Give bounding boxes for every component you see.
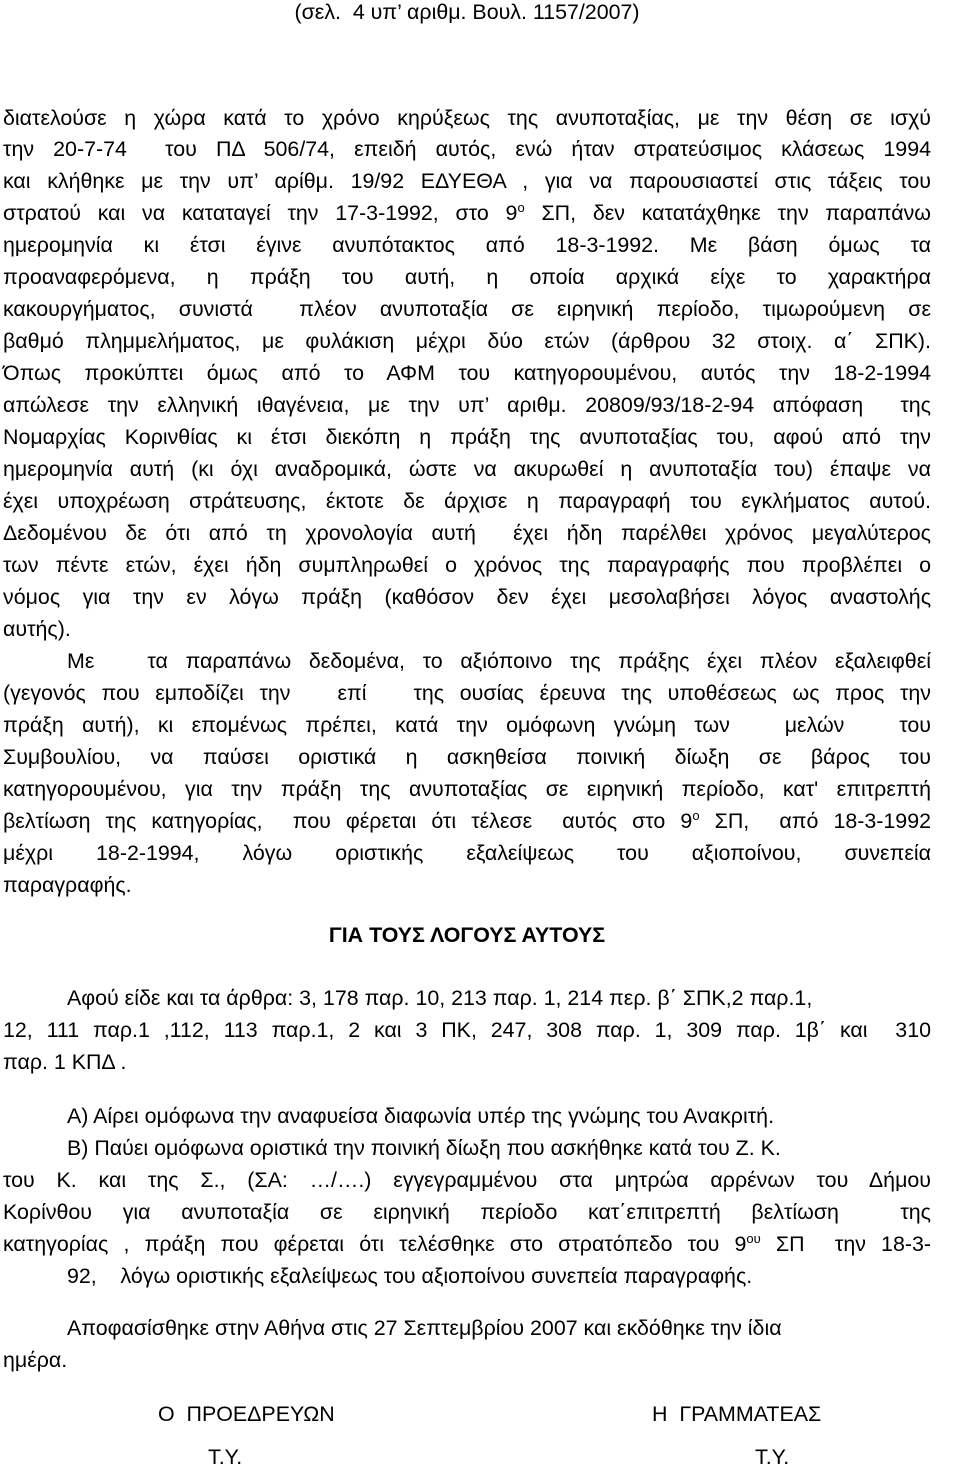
text-line: του Κ. και της Σ., (ΣΑ: …/….) εγγεγραμμένου στα μητρώα αρρένων του Δήμου [3,1168,931,1192]
text-line: Νομαρχίας Κορινθίας κι έτσι διεκόπη η πράξη της ανυποταξίας του, αφού από την [3,425,931,449]
text-segment: ΣΠ, από 18-3-1992 [699,809,931,833]
text-line: των πέντε ετών, έχει ήδη συμπληρωθεί ο χρόνος της παραγραφής που προβλέπει ο [3,553,931,577]
ordinal-superscript: ο [692,807,700,823]
text-line: Όπως προκύπτει όμως από το ΑΦΜ του κατηγορουμένου, αυτός την 18-2-1994 [3,361,931,385]
text-line: Δεδομένου δε ότι από τη χρονολογία αυτή έχει ήδη παρέλθει χρόνος μεγαλύτερος [3,521,931,545]
text-line: Α) Αίρει ομόφωνα την αναφυείσα διαφωνία υπέρ της γνώμης του Ανακριτή. [67,1104,775,1128]
text-line: προαναφερόμενα, η πράξη του αυτή, η οποία αρχικά είχε το χαρακτήρα [3,265,931,289]
ordinal-superscript: ο [517,199,525,215]
signature-title-left: Ο ΠΡΟΕΔΡΕΥΩΝ [158,1402,335,1426]
text-line: 12, 111 παρ.1 ,112, 113 παρ.1, 2 και 3 ΠΚ, 247, 308 παρ. 1, 309 παρ. 1β΄ και 310 [3,1018,931,1042]
text-line: Β) Παύει ομόφωνα οριστικά την ποινική δίωξη που ασκήθηκε κατά του Ζ. Κ. [67,1136,781,1160]
text-line: αυτής). [3,617,71,641]
signature-mark-left: Τ.Υ. [208,1445,243,1469]
text-line: και κλήθηκε με την υπ’ αρίθμ. 19/92 ΕΔΥΕΘΑ , για να παρουσιαστεί στις τάξεις του [3,169,931,193]
ordinal-superscript: ου [746,1230,761,1246]
text-line: κακουργήματος, συνιστά πλέον ανυποταξία σε ειρηνική περίοδο, τιμωρούμενη σε [3,297,931,321]
signature-title-right: Η ΓΡΑΜΜΑΤΕΑΣ [652,1402,822,1426]
text-line: απώλεσε την ελληνική ιθαγένεια, με την υπ’ αριθμ. 20809/93/18-2-94 απόφαση της [3,393,931,417]
text-segment: στρατού και να καταταγεί την 17-3-1992, στο 9 [3,201,518,225]
text-line: Με τα παραπάνω δεδομένα, το αξιόποινο της πράξης έχει πλέον εξαλειφθεί [67,649,931,673]
text-line [3,807,931,833]
text-line [3,1230,931,1256]
text-line: ημέρα. [3,1348,68,1372]
text-line: έχει υποχρέωση στράτευσης, έκτοτε δε άρχισε η παραγραφή του εγκλήματος αυτού. [3,489,931,513]
text-line: 92, λόγω οριστικής εξαλείψεως του αξιοποίνου συνεπεία παραγραφής. [67,1264,753,1288]
text-segment: βελτίωση της κατηγορίας, που φέρεται ότι τέλεσε αυτός στο 9 [3,809,693,833]
text-line [3,199,931,225]
page-header: (σελ. 4 υπ’ αριθμ. Βουλ. 1157/2007) [294,0,640,24]
text-line: Κορίνθου για ανυποταξία σε ειρηνική περίοδο κατ΄επιτρεπτή βελτίωση της [3,1200,931,1224]
text-line: την 20-7-74 του ΠΔ 506/74, επειδή αυτός, ενώ ήταν στρατεύσιμος κλάσεως 1994 [3,137,931,161]
text-line: νόμος για την εν λόγω πράξη (καθόσον δεν έχει μεσολαβήσει λόγος αναστολής [3,585,931,609]
text-line: βαθμό πλημμελήματος, με φυλάκιση μέχρι δύο ετών (άρθρου 32 στοιχ. α΄ ΣΠΚ). [3,329,931,353]
text-line: ημερομηνία κι έτσι έγινε ανυπότακτος από 18-3-1992. Με βάση όμως τα [3,233,931,257]
text-line: κατηγορουμένου, για την πράξη της ανυποταξίας σε ειρηνική περίοδο, κατ' επιτρεπτή [3,777,931,801]
text-line: πράξη αυτή), κι επομένως πρέπει, κατά την ομόφωνη γνώμη των μελών του [3,713,931,737]
text-line: ημερομηνία αυτή (κι όχι αναδρομικά, ώστε να ακυρωθεί η ανυποταξία του) έπαψε να [3,457,931,481]
text-line: παρ. 1 ΚΠΔ . [3,1050,127,1074]
signature-mark-right: Τ.Υ. [755,1445,790,1469]
text-segment: ΣΠ την 18-3- [760,1232,931,1256]
section-heading: ΓΙΑ ΤΟΥΣ ΛΟΓΟΥΣ ΑΥΤΟΥΣ [328,923,606,947]
text-segment: ΣΠ, δεν κατατάχθηκε την παραπάνω [524,201,931,225]
text-line: Συμβουλίου, να παύσει οριστικά η ασκηθείσα ποινική δίωξη σε βάρος του [3,745,931,769]
text-segment: κατηγορίας , πράξη που φέρεται ότι τελέσθηκε στο στρατόπεδο του 9 [3,1232,747,1256]
text-line: (γεγονός που εμποδίζει την επί της ουσίας έρευνα της υποθέσεως ως προς την [3,681,931,705]
text-line: μέχρι 18-2-1994, λόγω οριστικής εξαλείψεως του αξιοποίνου, συνεπεία [3,841,931,865]
text-line: παραγραφής. [3,873,132,897]
text-line: διατελούσε η χώρα κατά το χρόνο κηρύξεως της ανυποταξίας, με την θέση σε ισχύ [3,106,931,130]
text-line: Αποφασίσθηκε στην Αθήνα στις 27 Σεπτεμβρίου 2007 και εκδόθηκε την ίδια [67,1316,782,1340]
text-line: Αφού είδε και τα άρθρα: 3, 178 παρ. 10, 213 παρ. 1, 214 περ. β΄ ΣΠΚ,2 παρ.1, [67,986,813,1010]
